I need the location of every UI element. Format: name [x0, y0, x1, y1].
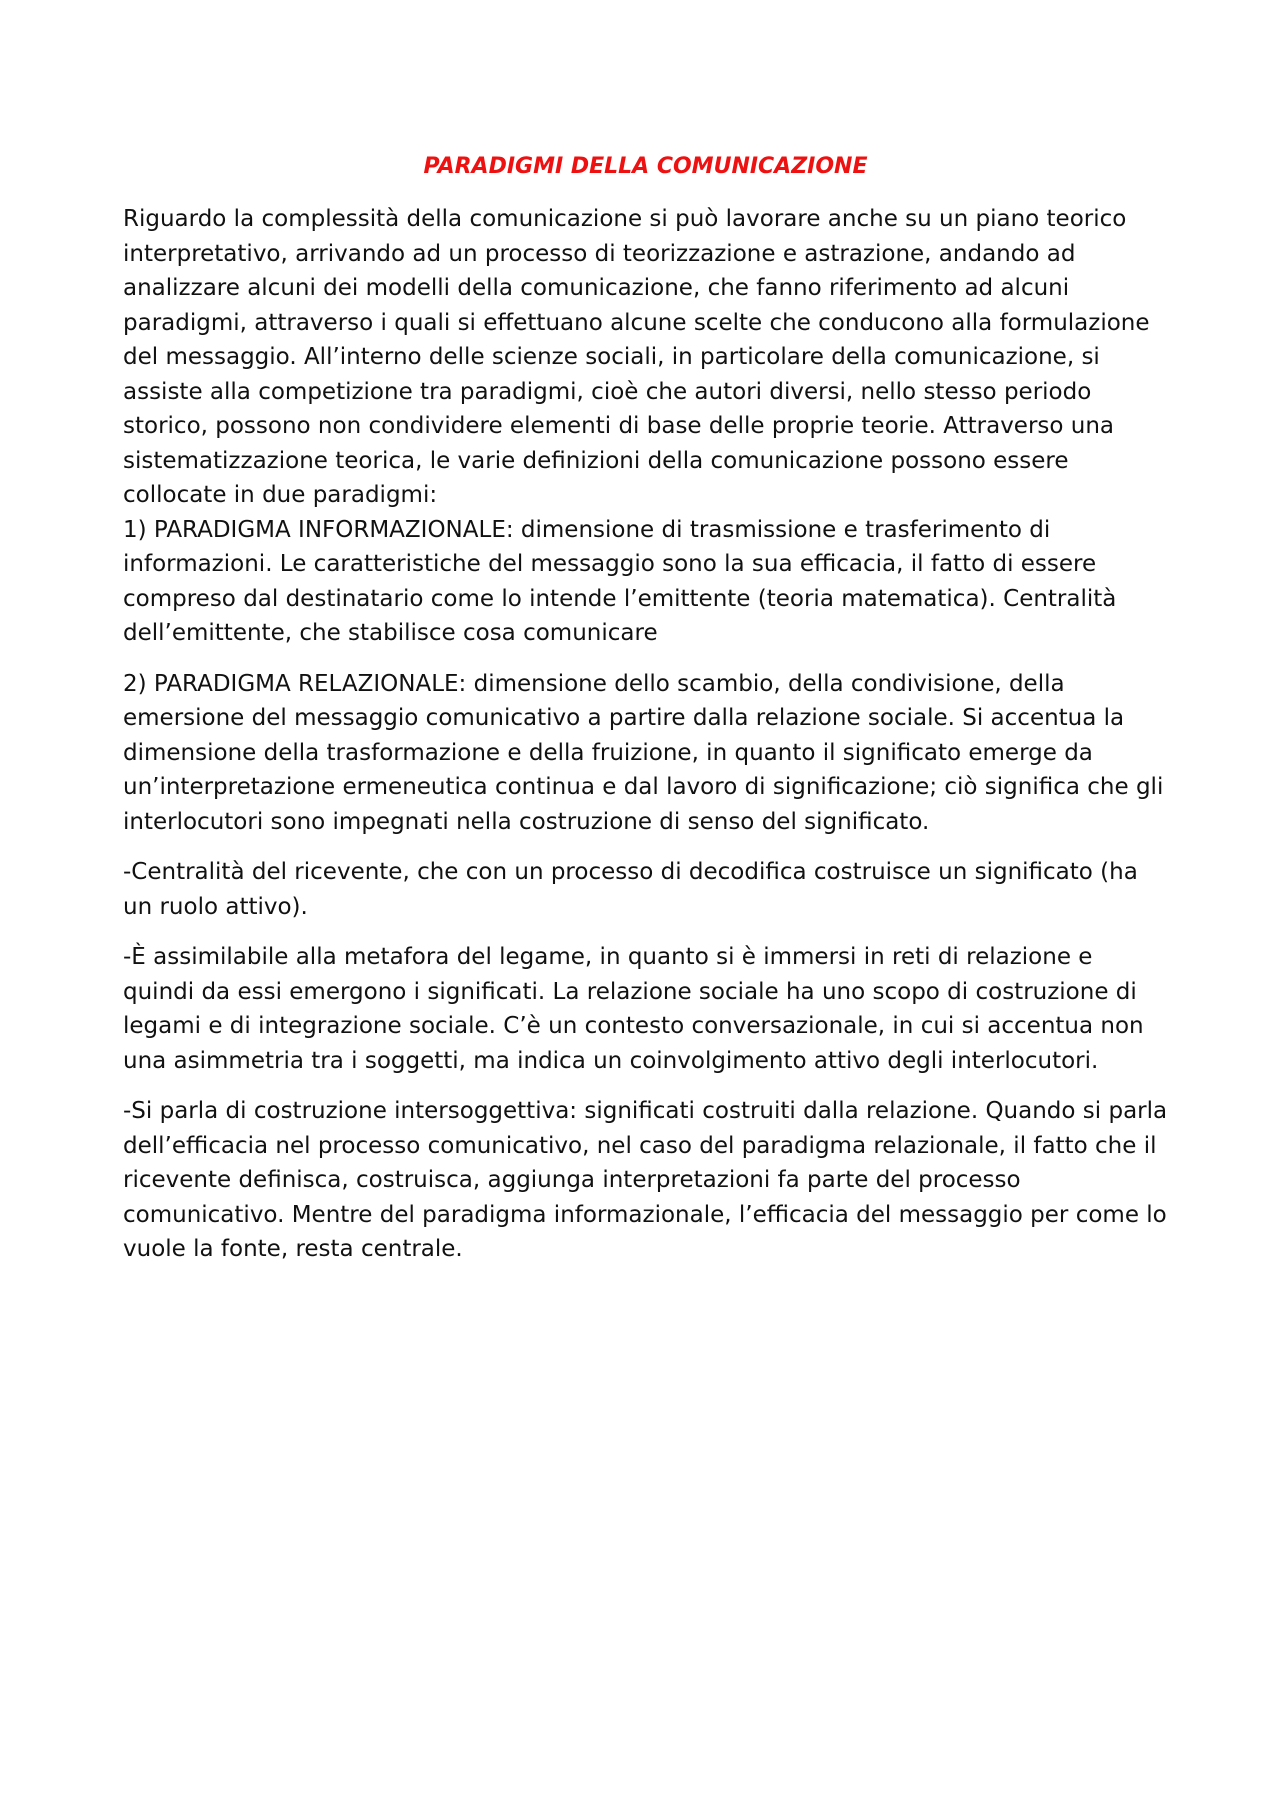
document-title: PARADIGMI DELLA COMUNICAZIONE	[423, 154, 868, 179]
paragraph-intersubjective-construction: -Si parla di costruzione intersoggettiva: significati costruiti dalla relazione. Quando si parla dell’efficacia nel processo comunicativo, nel caso del paradigma relazionale, il fatto che il ricevente definisca, costruisca, aggiunga interpretazioni fa parte del processo comunicativo. Mentre del paradigma informazionale, l’efficacia del messaggio per come lo vuole la fonte, resta centrale.	[123, 1098, 1168, 1262]
paragraph-receiver-centrality: -Centralità del ricevente, che con un processo di decodifica costruisce un significato (ha un ruolo attivo).	[123, 859, 1138, 920]
document-body	[123, 150, 1168, 1283]
paragraph-informational-paradigm: 1) PARADIGMA INFORMAZIONALE: dimensione di trasmissione e trasferimento di informazioni. Le caratteristiche del messaggio sono la sua efficacia, il fatto di essere compreso dal destinatario come lo intende l’emittente (teoria matematica). Centralità dell’emittente, che stabilisce cosa comunicare	[123, 516, 1117, 646]
paragraph-intro: Riguardo la complessità della comunicazione si può lavorare anche su un piano teorico interpretativo, arrivando ad un processo di teorizzazione e astrazione, andando ad analizzare alcuni dei modelli della comunicazione, che fanno riferimento ad alcuni paradigmi, attraverso i quali si effettuano alcune scelte che conducono alla formulazione del messaggio. All’interno delle scienze sociali, in particolare della comunicazione, si assiste alla competizione tra paradigmi, cioè che autori diversi, nello stesso periodo storico, possono non condividere elementi di base delle proprie teorie. Attraverso una sistematizzazione teorica, le varie definizioni della comunicazione possono essere collocate in due paradigmi:	[123, 206, 1150, 508]
paragraph-bond-metaphor: -È assimilabile alla metafora del legame, in quanto si è immersi in reti di relazione e quindi da essi emergono i significati. La relazione sociale ha uno scopo di costruzione di legami e di integrazione sociale. C’è un contesto conversazionale, in cui si accentua non una asimmetria tra i soggetti, ma indica un coinvolgimento attivo degli interlocutori.	[123, 944, 1144, 1074]
paragraph-relational-paradigm: 2) PARADIGMA RELAZIONALE: dimensione dello scambio, della condivisione, della emersione del messaggio comunicativo a partire dalla relazione sociale. Si accentua la dimensione della trasformazione e della fruizione, in quanto il significato emerge da un’interpretazione ermeneutica continua e dal lavoro di significazione; ciò significa che gli interlocutori sono impegnati nella costruzione di senso del significato.	[123, 670, 1164, 835]
